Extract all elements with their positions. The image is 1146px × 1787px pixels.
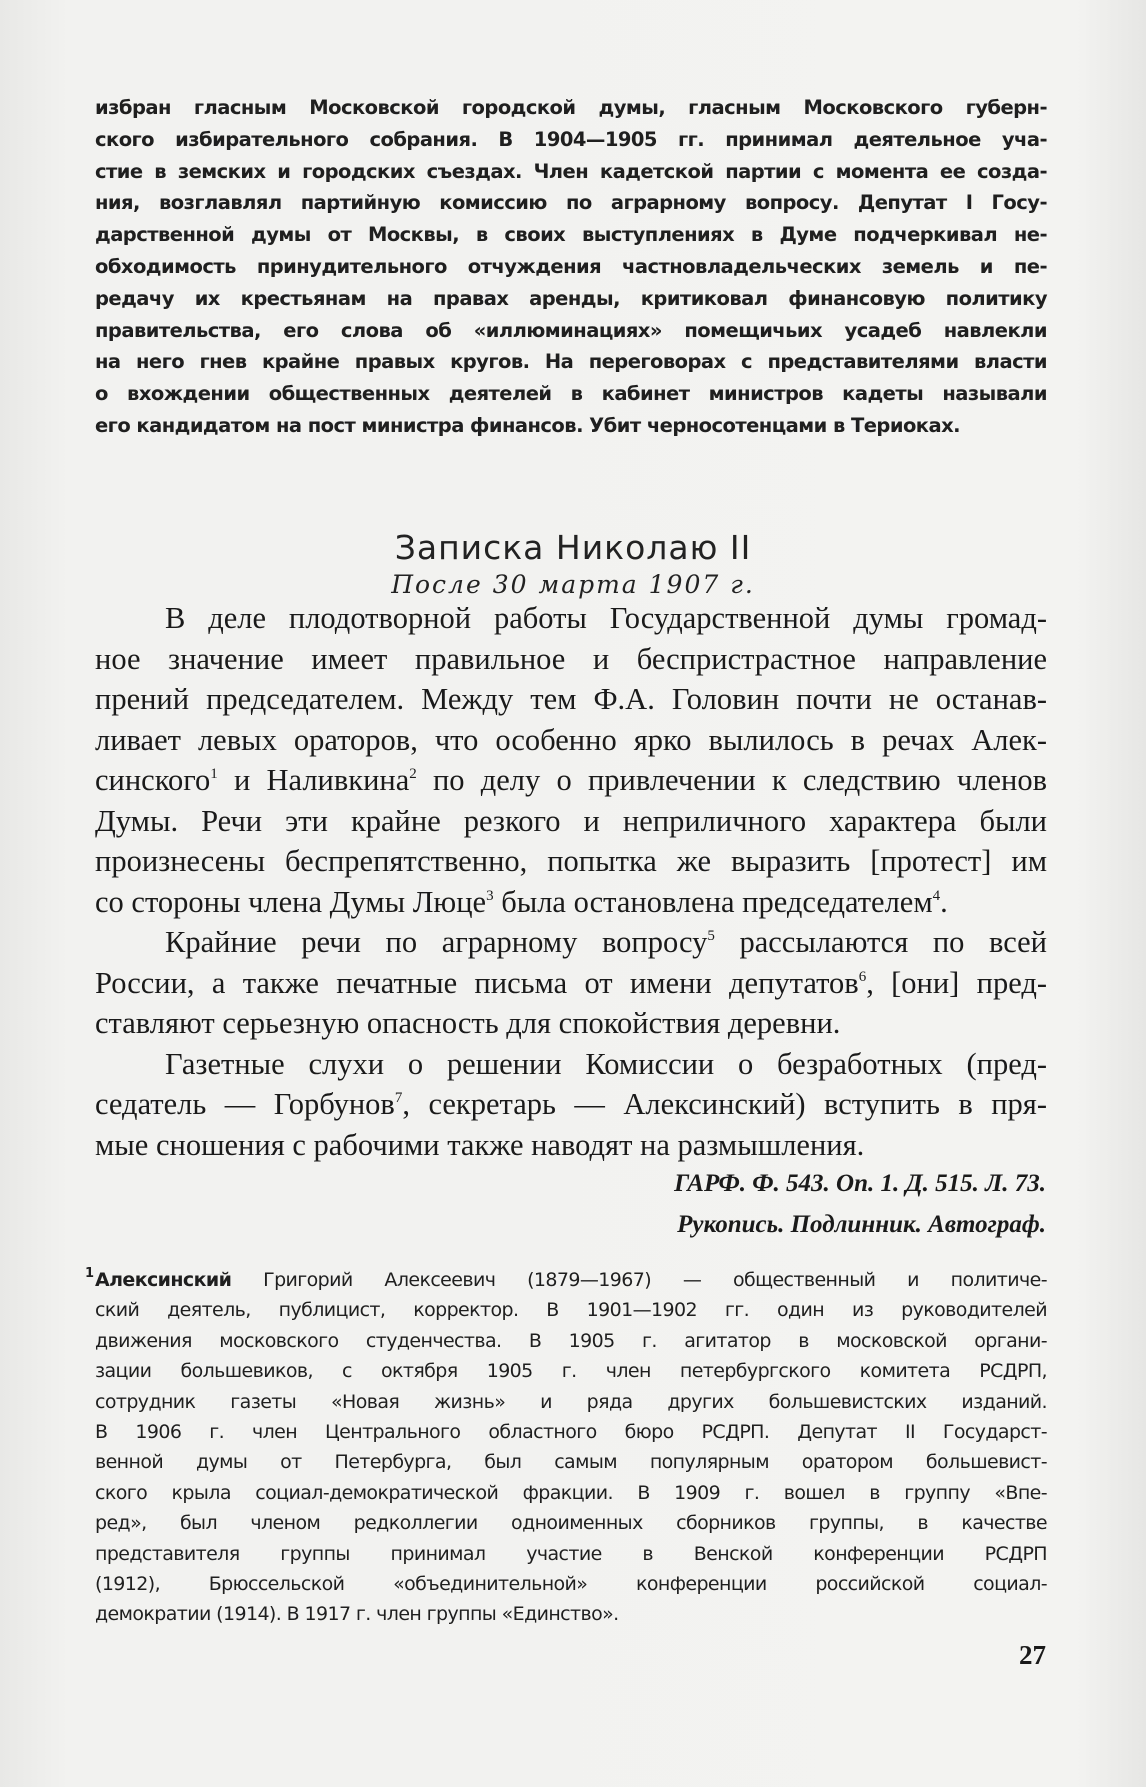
text-line: правительства, его слова об «иллюминациях» помещичьих усадеб навлекли xyxy=(95,318,1047,342)
text-run: движения московского студенчества. В 1905 г. агитатор в московской органи- xyxy=(95,1329,1047,1352)
text-line xyxy=(95,1003,1047,1044)
text-run: седатель — Горбунов xyxy=(95,1087,395,1121)
text-run: со стороны члена Думы Люце xyxy=(95,884,487,919)
text-line: обходимость принудительного отчуждения частновладельческих земель и пе- xyxy=(95,254,1047,278)
footnote-line xyxy=(95,1387,1047,1417)
text-run: по делу о привлечении к следствию членов xyxy=(416,763,1047,797)
text-run: зации большевиков, с октября 1905 г. член петербургского комитета РСДРП, xyxy=(95,1360,1047,1383)
text-run: демократии (1914). В 1917 г. член группы «Единство». xyxy=(95,1603,619,1626)
text-run: В деле плодотворной работы Государственной думы громад- xyxy=(165,601,1047,635)
footnote-line xyxy=(95,1295,1047,1325)
footnote-reference: 1 xyxy=(210,766,218,782)
archive-document-type: Рукопись. Подлинник. Автограф. xyxy=(677,1211,1046,1238)
text-run: В 1906 г. член Центрального областного бюро РСДРП. Депутат II Государст- xyxy=(95,1421,1047,1444)
text-run: прений председателем. Между тем Ф.А. Головин почти не останав- xyxy=(95,682,1047,716)
text-line: о вхождении общественных деятелей в кабинет министров кадеты называли xyxy=(95,382,1047,406)
text-line xyxy=(95,801,1047,842)
text-run: представителя группы принимал участие в Венской конференции РСДРП xyxy=(95,1542,1047,1565)
text-run: ред», был членом редколлегии одноименных сборников группы, в качестве xyxy=(95,1512,1047,1535)
text-line xyxy=(95,679,1047,720)
text-run: рассылаются по всей xyxy=(714,925,1048,959)
text-line: на него гнев крайне правых кругов. На переговорах с представителями власти xyxy=(95,350,1047,374)
text-line: стие в земских и городских съездах. Член кадетской партии с момента ее созда- xyxy=(95,159,1047,183)
footnotes xyxy=(85,1265,1047,1630)
text-line xyxy=(95,1125,1047,1166)
text-run: Газетные слухи о решении Комиссии о безработных (пред- xyxy=(165,1046,1047,1081)
text-run: Крайние речи по аграрному вопросу xyxy=(165,925,708,959)
footnote-reference: 5 xyxy=(707,928,715,944)
footnote-line xyxy=(95,1447,1047,1477)
page-number: 27 xyxy=(1019,1640,1046,1670)
footnote-line xyxy=(95,1599,1047,1629)
text-line xyxy=(95,639,1047,680)
text-line: избран гласным Московской городской думы, гласным Московского губерн- xyxy=(95,96,1047,119)
footnote-line xyxy=(95,1265,1047,1295)
footnote-reference: 6 xyxy=(858,968,867,985)
document-date: После 30 марта 1907 г. xyxy=(391,570,755,599)
text-line xyxy=(95,841,1047,882)
text-line xyxy=(95,1044,1047,1085)
text-line xyxy=(95,963,1047,1004)
text-line: редачу их крестьянам на правах аренды, критиковал финансовую политику xyxy=(95,286,1047,310)
text-run: ского крыла социал-демократической фракции. В 1909 г. вошел в группу «Впе- xyxy=(95,1481,1047,1504)
text-run: и Наливкина xyxy=(217,763,410,797)
text-line xyxy=(95,760,1047,801)
footnote-line xyxy=(95,1539,1047,1569)
text-run: синского xyxy=(95,763,211,797)
text-run: ставляют серьезную опасность для спокойствия деревни. xyxy=(95,1006,841,1040)
text-run: ский деятель, публицист, корректор. В 1901—1902 гг. один из руководителей xyxy=(95,1299,1047,1322)
text-line: ского избирательного собрания. В 1904—1905 гг. принимал деятельное уча- xyxy=(95,127,1047,151)
text-run: Думы. Речи эти крайне резкого и неприличного характера были xyxy=(95,803,1047,838)
text-line xyxy=(95,1084,1047,1125)
text-run: . xyxy=(940,884,948,919)
text-run: мые сношения с рабочими также наводят на размышления. xyxy=(95,1127,865,1162)
text-run: (1912), Брюссельской «объединительной» конференции российской социал- xyxy=(95,1573,1047,1596)
text-run: была остановлена председателем xyxy=(493,884,933,919)
footnote-line xyxy=(95,1478,1047,1508)
footnote-reference: 3 xyxy=(486,887,494,904)
text-run: России, а также печатные письма от имени депутатов xyxy=(95,965,859,1000)
text-line: ния, возглавлял партийную комиссию по аграрному вопросу. Депутат I Госу- xyxy=(95,191,1047,215)
text-run: , [они] пред- xyxy=(866,965,1048,1000)
footnote-reference: 7 xyxy=(394,1090,403,1106)
footnote-line xyxy=(95,1417,1047,1447)
document-body xyxy=(95,598,1047,1165)
footnote-reference: 2 xyxy=(409,766,417,782)
text-line xyxy=(95,598,1047,639)
footnote-line xyxy=(95,1569,1047,1599)
footnote-number: 1 xyxy=(85,1266,94,1281)
footnote-reference: 4 xyxy=(932,887,941,904)
document-title: Записка Николаю II xyxy=(394,528,752,567)
text-line xyxy=(95,882,1047,923)
text-run: венной думы от Петербурга, был самым популярным оратором большевист- xyxy=(95,1451,1047,1474)
footnote-line xyxy=(95,1356,1047,1386)
text-run: произнесены беспрепятственно, попытка же выразить [протест] им xyxy=(95,844,1047,878)
text-run: ливает левых ораторов, что особенно ярко вылилось в речах Алек- xyxy=(95,722,1047,757)
text-run: Григорий Алексеевич (1879—1967) — общественный и политиче- xyxy=(231,1269,1047,1291)
archive-reference: ГАРФ. Ф. 543. Оп. 1. Д. 515. Л. 73. xyxy=(674,1170,1046,1197)
footnote-line xyxy=(95,1326,1047,1356)
text-run: , секретарь — Алексинский) вступить в пря- xyxy=(402,1087,1047,1121)
footnote-line xyxy=(95,1508,1047,1538)
text-run: ное значение имеет правильное и беспристрастное направление xyxy=(95,641,1047,676)
text-line xyxy=(95,720,1047,761)
footnote-name: Алексинский xyxy=(95,1269,232,1291)
text-line xyxy=(95,922,1047,963)
biography-continuation xyxy=(95,92,1047,442)
text-line: его кандидатом на пост министра финансов. Убит черносотенцами в Териоках. xyxy=(95,413,960,437)
text-line: дарственной думы от Москвы, в своих выступлениях в Думе подчеркивал не- xyxy=(95,223,1047,247)
text-run: сотрудник газеты «Новая жизнь» и ряда других большевистских изданий. xyxy=(95,1390,1047,1413)
